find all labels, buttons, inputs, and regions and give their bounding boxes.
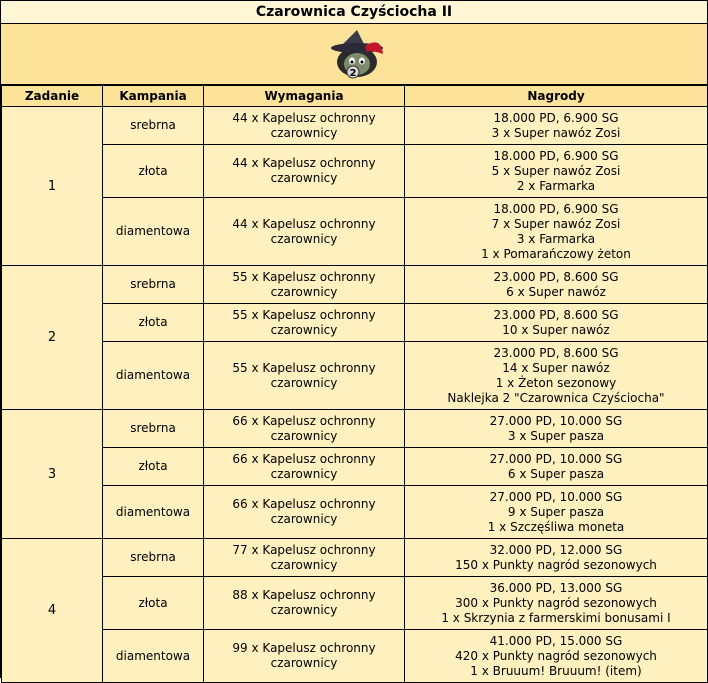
table-row xyxy=(2,145,708,198)
requirement-line: czarownicy xyxy=(270,375,338,390)
requirement-line: 44 x Kapelusz ochronny xyxy=(232,110,376,125)
campaign-cell: srebrna xyxy=(103,410,204,448)
reward-line: Naklejka 2 "Czarownica Czyściocha" xyxy=(447,390,665,405)
table-row xyxy=(2,577,708,630)
table-row xyxy=(2,266,708,304)
requirement-line: czarownicy xyxy=(270,557,338,572)
table-row xyxy=(2,304,708,342)
header-nagrody: Nagrody xyxy=(405,86,708,107)
requirement-line: 88 x Kapelusz ochronny xyxy=(232,588,376,602)
reward-line: 6 x Super pasza xyxy=(507,466,605,481)
header-wymagania: Wymagania xyxy=(204,86,405,107)
reward-line: 3 x Super pasza xyxy=(507,428,605,443)
campaign-cell: srebrna xyxy=(103,266,204,304)
task-number: 3 xyxy=(2,410,103,539)
campaign-cell: złota xyxy=(103,304,204,342)
requirement-cell xyxy=(204,486,405,539)
requirement-line: 66 x Kapelusz ochronny xyxy=(232,497,376,511)
table-row xyxy=(2,198,708,266)
reward-cell xyxy=(405,577,708,630)
campaign-cell: diamentowa xyxy=(103,342,204,410)
requirement-cell xyxy=(204,266,405,304)
requirement-cell xyxy=(204,304,405,342)
campaign-cell: złota xyxy=(103,145,204,198)
reward-cell xyxy=(405,486,708,539)
header-zadanie: Zadanie xyxy=(2,86,103,107)
reward-line: 150 x Punkty nagród sezonowych xyxy=(455,557,657,572)
reward-cell xyxy=(405,266,708,304)
requirement-cell xyxy=(204,539,405,577)
reward-cell xyxy=(405,539,708,577)
table-row xyxy=(2,486,708,539)
svg-text:2: 2 xyxy=(349,68,357,79)
task-number: 1 xyxy=(2,107,103,266)
requirement-line: czarownicy xyxy=(270,125,338,140)
reward-cell xyxy=(405,304,708,342)
header-kampania: Kampania xyxy=(103,86,204,107)
task-number: 4 xyxy=(2,539,103,683)
reward-line: 23.000 PD, 8.600 SG xyxy=(493,307,619,322)
reward-line: 27.000 PD, 10.000 SG xyxy=(489,489,623,504)
reward-line: 18.000 PD, 6.900 SG xyxy=(493,148,619,163)
requirement-line: 55 x Kapelusz ochronny xyxy=(232,269,376,284)
table-row xyxy=(2,539,708,577)
table-row xyxy=(2,107,708,145)
reward-line: 14 x Super nawóz xyxy=(502,360,610,375)
table-row xyxy=(2,342,708,410)
reward-line: 27.000 PD, 10.000 SG xyxy=(489,413,623,428)
campaign-cell: diamentowa xyxy=(103,486,204,539)
requirement-cell xyxy=(204,410,405,448)
reward-line: 10 x Super nawóz xyxy=(502,322,610,337)
requirement-line: czarownicy xyxy=(270,231,338,246)
table-row xyxy=(2,630,708,683)
campaign-cell: złota xyxy=(103,577,204,630)
reward-line: 23.000 PD, 8.600 SG xyxy=(493,345,619,360)
reward-line: 9 x Super pasza xyxy=(507,504,605,519)
requirement-line: 66 x Kapelusz ochronny xyxy=(232,413,376,428)
reward-line: 1 x Bruuum! Bruuum! (item) xyxy=(470,663,642,678)
witch-cat-badge-icon xyxy=(323,28,387,80)
reward-cell xyxy=(405,107,708,145)
requirement-line: 66 x Kapelusz ochronny xyxy=(232,451,376,466)
quest-table xyxy=(1,85,708,683)
reward-line: 27.000 PD, 10.000 SG xyxy=(489,451,623,466)
requirement-line: czarownicy xyxy=(270,466,338,481)
reward-cell xyxy=(405,342,708,410)
requirement-line: czarownicy xyxy=(270,284,338,299)
requirement-line: czarownicy xyxy=(270,512,338,526)
banner xyxy=(1,24,707,85)
requirement-line: czarownicy xyxy=(270,603,338,617)
requirement-line: czarownicy xyxy=(270,428,338,443)
requirement-cell xyxy=(204,107,405,145)
reward-line: 300 x Punkty nagród sezonowych xyxy=(455,595,657,610)
requirement-line: czarownicy xyxy=(270,171,338,185)
campaign-cell: srebrna xyxy=(103,107,204,145)
reward-line: 1 x Żeton sezonowy xyxy=(495,375,617,390)
requirement-line: czarownicy xyxy=(270,322,338,337)
reward-cell xyxy=(405,145,708,198)
page-title: Czarownica Czyściocha II xyxy=(1,1,707,24)
requirement-line: 55 x Kapelusz ochronny xyxy=(232,360,376,375)
requirement-line: czarownicy xyxy=(270,656,338,670)
requirement-line: 44 x Kapelusz ochronny xyxy=(232,156,376,170)
requirement-line: 44 x Kapelusz ochronny xyxy=(232,216,376,231)
reward-line: 5 x Super nawóz Zosi xyxy=(491,163,621,178)
campaign-cell: złota xyxy=(103,448,204,486)
reward-cell xyxy=(405,630,708,683)
reward-cell xyxy=(405,410,708,448)
reward-line: 7 x Super nawóz Zosi xyxy=(491,216,621,231)
reward-line: 32.000 PD, 12.000 SG xyxy=(489,542,623,557)
campaign-cell: diamentowa xyxy=(103,630,204,683)
reward-line: 3 x Super nawóz Zosi xyxy=(491,125,621,140)
table-row xyxy=(2,448,708,486)
requirement-cell xyxy=(204,630,405,683)
reward-line: 18.000 PD, 6.900 SG xyxy=(493,110,619,125)
reward-line: 420 x Punkty nagród sezonowych xyxy=(455,648,657,663)
reward-line: 36.000 PD, 13.000 SG xyxy=(489,580,623,595)
campaign-cell: diamentowa xyxy=(103,198,204,266)
requirement-cell xyxy=(204,198,405,266)
reward-line: 6 x Super nawóz xyxy=(506,284,606,299)
header-row xyxy=(2,86,708,107)
reward-cell xyxy=(405,448,708,486)
requirement-cell xyxy=(204,342,405,410)
requirement-cell xyxy=(204,145,405,198)
requirement-line: 55 x Kapelusz ochronny xyxy=(232,307,376,322)
reward-line: 1 x Skrzynia z farmerskimi bonusami I xyxy=(441,610,671,625)
reward-line: 18.000 PD, 6.900 SG xyxy=(493,201,619,216)
reward-line: 1 x Szczęśliwa moneta xyxy=(487,519,625,534)
reward-line: 41.000 PD, 15.000 SG xyxy=(489,633,623,648)
table-row xyxy=(2,410,708,448)
requirement-cell xyxy=(204,577,405,630)
requirement-cell xyxy=(204,448,405,486)
reward-line: 2 x Farmarka xyxy=(516,178,596,193)
reward-line: 3 x Farmarka xyxy=(516,231,596,246)
requirement-line: 77 x Kapelusz ochronny xyxy=(232,542,376,557)
requirement-line: 99 x Kapelusz ochronny xyxy=(232,641,376,655)
campaign-cell: srebrna xyxy=(103,539,204,577)
task-number: 2 xyxy=(2,266,103,410)
reward-cell xyxy=(405,198,708,266)
reward-line: 23.000 PD, 8.600 SG xyxy=(493,269,619,284)
reward-line: 1 x Pomarańczowy żeton xyxy=(481,246,631,261)
